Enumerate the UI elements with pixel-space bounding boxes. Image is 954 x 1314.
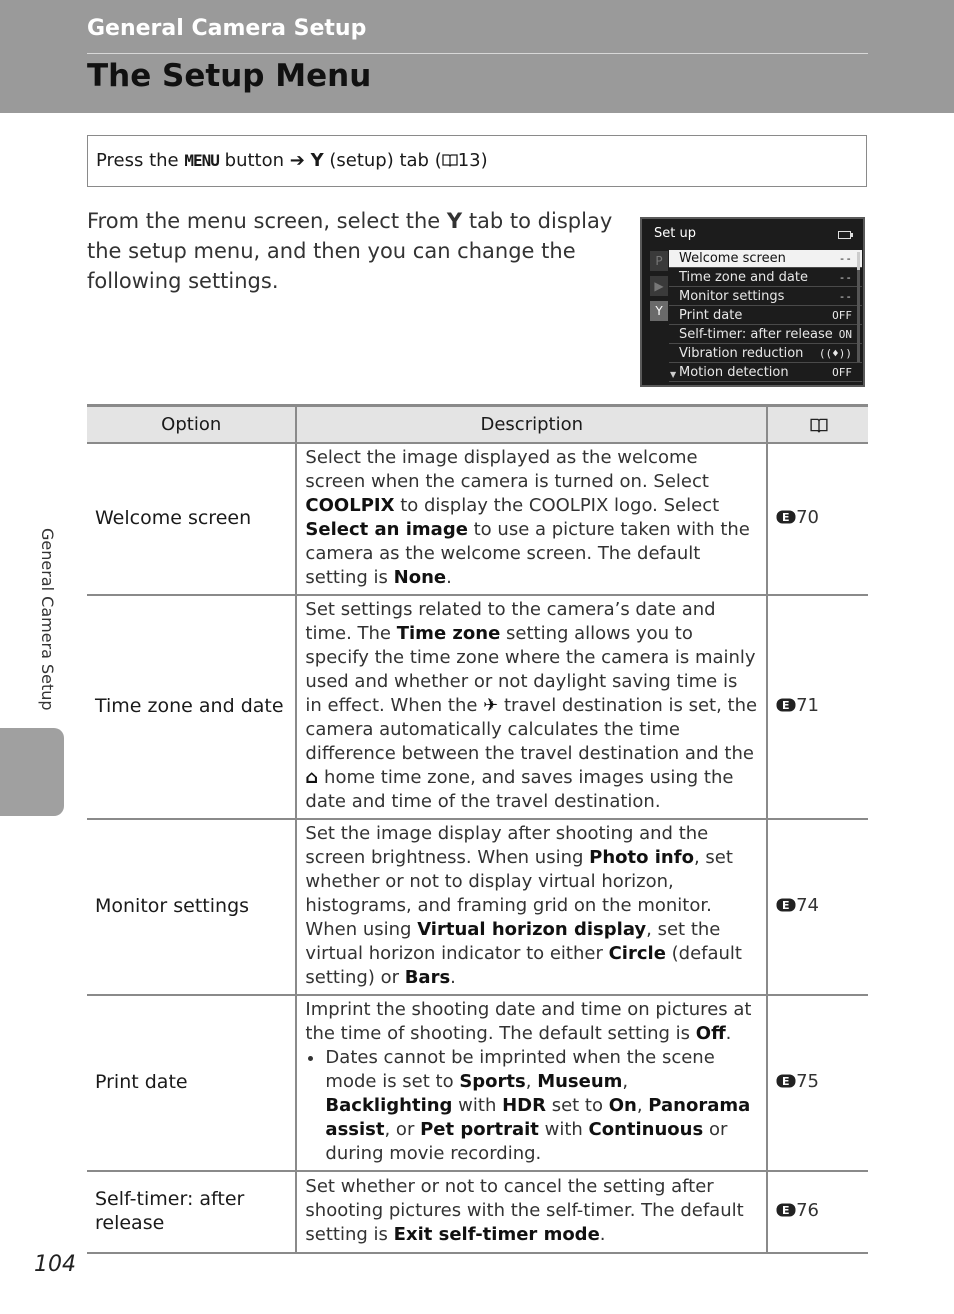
menu-navigation-box xyxy=(87,135,867,187)
description-text: , xyxy=(622,1071,629,1092)
option-column-header: Option xyxy=(87,406,296,444)
bold-term: Pet portrait xyxy=(420,1119,539,1140)
camera-menu-item-label: Self-timer: after release xyxy=(679,327,833,342)
travel-destination-icon: ✈ xyxy=(483,695,499,716)
arrow-icon: ➔ xyxy=(289,150,305,171)
reference-page-number: 71 xyxy=(796,695,819,716)
option-name: Welcome screen xyxy=(87,443,296,595)
reference-page-number: 70 xyxy=(796,507,819,528)
bold-term: Photo info xyxy=(589,847,694,868)
e-reference-icon xyxy=(776,1071,796,1092)
description-text: , set the virtual horizon indicator to either xyxy=(305,919,721,964)
nav-press-text: Press the xyxy=(96,150,179,171)
bold-term: Exit self-timer mode xyxy=(393,1224,600,1245)
side-section-label: General Camera Setup xyxy=(38,528,57,711)
table-row xyxy=(87,1171,868,1253)
reference-page-number: 76 xyxy=(796,1200,819,1221)
page-reference xyxy=(767,443,868,595)
camera-menu-item-value: OFF xyxy=(832,309,852,322)
description-text: Set whether or not to cancel the setting after shooting pictures with the self-timer. The default setting is xyxy=(305,1176,744,1245)
camera-menu-item-label: Vibration reduction xyxy=(679,346,804,361)
reference-page-number: 75 xyxy=(796,1071,819,1092)
option-description xyxy=(296,1171,767,1253)
camera-menu-item-label: Print date xyxy=(679,308,743,323)
table-row xyxy=(87,995,868,1171)
description-text: , xyxy=(525,1071,538,1092)
bold-term: Backlighting xyxy=(325,1095,453,1116)
camera-menu-item-value: OFF xyxy=(832,366,852,379)
page-number: 104 xyxy=(34,1252,76,1277)
description-text: with xyxy=(452,1095,503,1116)
shooting-tab-icon: P xyxy=(650,251,668,271)
camera-menu-item xyxy=(669,269,862,287)
camera-menu-item-value: ON xyxy=(838,328,852,341)
camera-menu-tabs xyxy=(650,251,668,326)
camera-menu-item-value: -- xyxy=(838,271,852,284)
description-text: Set settings related to the camera’s date and time. The xyxy=(305,599,716,644)
e-reference-icon xyxy=(776,895,796,916)
description-text: Set the image display after shooting and the screen brightness. When using xyxy=(305,823,709,868)
bold-term: Continuous xyxy=(588,1119,704,1140)
svg-text:E: E xyxy=(782,899,790,912)
description-text: travel destination is set, the camera automatically calculates the time difference between the travel destination and the xyxy=(305,695,758,764)
bold-term: Circle xyxy=(608,943,666,964)
e-reference-icon xyxy=(776,507,796,528)
setup-options-table xyxy=(87,404,868,1254)
camera-menu-item xyxy=(669,250,862,268)
description-text: Select the image displayed as the welcome screen when the camera is turned on. Select xyxy=(305,447,709,492)
description-text: to display the COOLPIX logo. Select xyxy=(394,495,720,516)
page-header xyxy=(0,0,954,113)
camera-setup-screen xyxy=(640,217,865,387)
description-text: setting allows you to specify the time zone where the camera is mainly used and whether or not daylight saving time is in effect. When the xyxy=(305,623,756,716)
svg-text:E: E xyxy=(782,511,790,524)
description-text: home time zone, and saves images using the date and time of the travel destination. xyxy=(305,767,734,812)
nav-button-text: button xyxy=(224,150,285,171)
reference-page-number: 74 xyxy=(796,895,819,916)
setup-tab-icon: Y xyxy=(446,209,463,233)
bold-term: Virtual horizon display xyxy=(417,919,647,940)
e-reference-icon xyxy=(776,1200,796,1221)
e-reference-icon xyxy=(776,695,796,716)
page-reference xyxy=(767,595,868,819)
svg-text:E: E xyxy=(782,1075,790,1088)
camera-scrollbar xyxy=(857,252,860,362)
table-row xyxy=(87,595,868,819)
battery-icon xyxy=(838,231,851,239)
bold-term: Bars xyxy=(404,967,451,988)
bold-term: HDR xyxy=(502,1095,546,1116)
option-name: Self-timer: after release xyxy=(87,1171,296,1253)
header-divider xyxy=(87,53,868,54)
camera-menu-item-value: ((♦)) xyxy=(818,347,852,360)
table-row xyxy=(87,443,868,595)
intro-text-2: tab to display the setup menu, and then you can change the following settings. xyxy=(87,209,613,293)
bold-term: None xyxy=(393,567,447,588)
bold-term: On xyxy=(608,1095,637,1116)
description-text: , set whether or not to display virtual horizon, histograms, and framing grid on the monitor. When using xyxy=(305,847,733,940)
intro-paragraph xyxy=(87,206,617,296)
camera-menu-item-value: -- xyxy=(838,290,852,303)
description-text: . xyxy=(599,1224,606,1245)
bold-term: Panorama assist xyxy=(325,1095,751,1140)
playback-tab-icon: ▶ xyxy=(650,276,668,296)
description-text: . xyxy=(450,967,456,988)
camera-menu-item xyxy=(669,307,862,325)
camera-screen-title: Set up xyxy=(654,226,696,241)
page-reference xyxy=(767,995,868,1171)
bold-term: COOLPIX xyxy=(305,495,395,516)
description-text: . xyxy=(446,567,452,588)
nav-setup-tab-text: (setup) tab ( xyxy=(329,150,442,171)
side-thumb-tab xyxy=(0,728,64,816)
description-text: Imprint the shooting date and time on pictures at the time of shooting. The default setting is xyxy=(305,999,752,1044)
svg-text:E: E xyxy=(782,699,790,712)
description-text: or during movie recording. xyxy=(325,1119,728,1164)
description-column-header: Description xyxy=(296,406,767,444)
camera-menu-item-label: Motion detection xyxy=(679,365,789,380)
camera-menu-item-label: Monitor settings xyxy=(679,289,785,304)
table-row xyxy=(87,819,868,995)
page-reference xyxy=(767,819,868,995)
option-description xyxy=(296,443,767,595)
description-text: with xyxy=(538,1119,589,1140)
page-reference xyxy=(767,1171,868,1253)
home-time-zone-icon: ⌂ xyxy=(305,767,319,788)
page-title: The Setup Menu xyxy=(87,58,372,94)
description-text: (default setting) or xyxy=(305,943,742,988)
note-list xyxy=(305,1046,758,1166)
bold-term: Time zone xyxy=(396,623,501,644)
book-reference-icon xyxy=(442,153,458,167)
camera-menu-item-value: -- xyxy=(838,252,852,265)
setup-tab-icon: Y xyxy=(310,150,324,171)
bold-term: Sports xyxy=(459,1071,526,1092)
camera-menu-item-label: Welcome screen xyxy=(679,251,786,266)
description-text: set to xyxy=(545,1095,609,1116)
scroll-down-icon: ▼ xyxy=(670,370,677,379)
nav-page-ref: 13) xyxy=(457,150,488,171)
camera-menu-item xyxy=(669,364,862,382)
bold-term: Museum xyxy=(537,1071,623,1092)
camera-menu-item xyxy=(669,326,862,344)
option-name: Time zone and date xyxy=(87,595,296,819)
option-description xyxy=(296,595,767,819)
setup-tab-icon: Y xyxy=(650,301,668,321)
description-text: Dates cannot be imprinted when the scene mode is set to xyxy=(325,1047,715,1092)
bold-term: Off xyxy=(695,1023,726,1044)
description-text: to use a picture taken with the camera as the welcome screen. The default setting is xyxy=(305,519,750,588)
option-name: Monitor settings xyxy=(87,819,296,995)
description-text: , or xyxy=(384,1119,421,1140)
camera-menu-item xyxy=(669,288,862,306)
note-item xyxy=(325,1046,758,1166)
table-header-row xyxy=(87,406,868,444)
camera-menu-item-label: Time zone and date xyxy=(679,270,808,285)
reference-column-header xyxy=(767,406,868,444)
description-text: . xyxy=(725,1023,732,1044)
option-description xyxy=(296,995,767,1171)
option-description xyxy=(296,819,767,995)
svg-text:E: E xyxy=(782,1204,790,1217)
book-reference-icon xyxy=(810,417,826,431)
camera-menu-item xyxy=(669,345,862,363)
option-name: Print date xyxy=(87,995,296,1171)
section-title: General Camera Setup xyxy=(87,16,367,41)
camera-menu-list xyxy=(669,250,862,383)
menu-button-icon: MENU xyxy=(184,151,219,170)
bold-term: Select an image xyxy=(305,519,468,540)
intro-text-1: From the menu screen, select the xyxy=(87,209,441,233)
description-text: , xyxy=(636,1095,649,1116)
